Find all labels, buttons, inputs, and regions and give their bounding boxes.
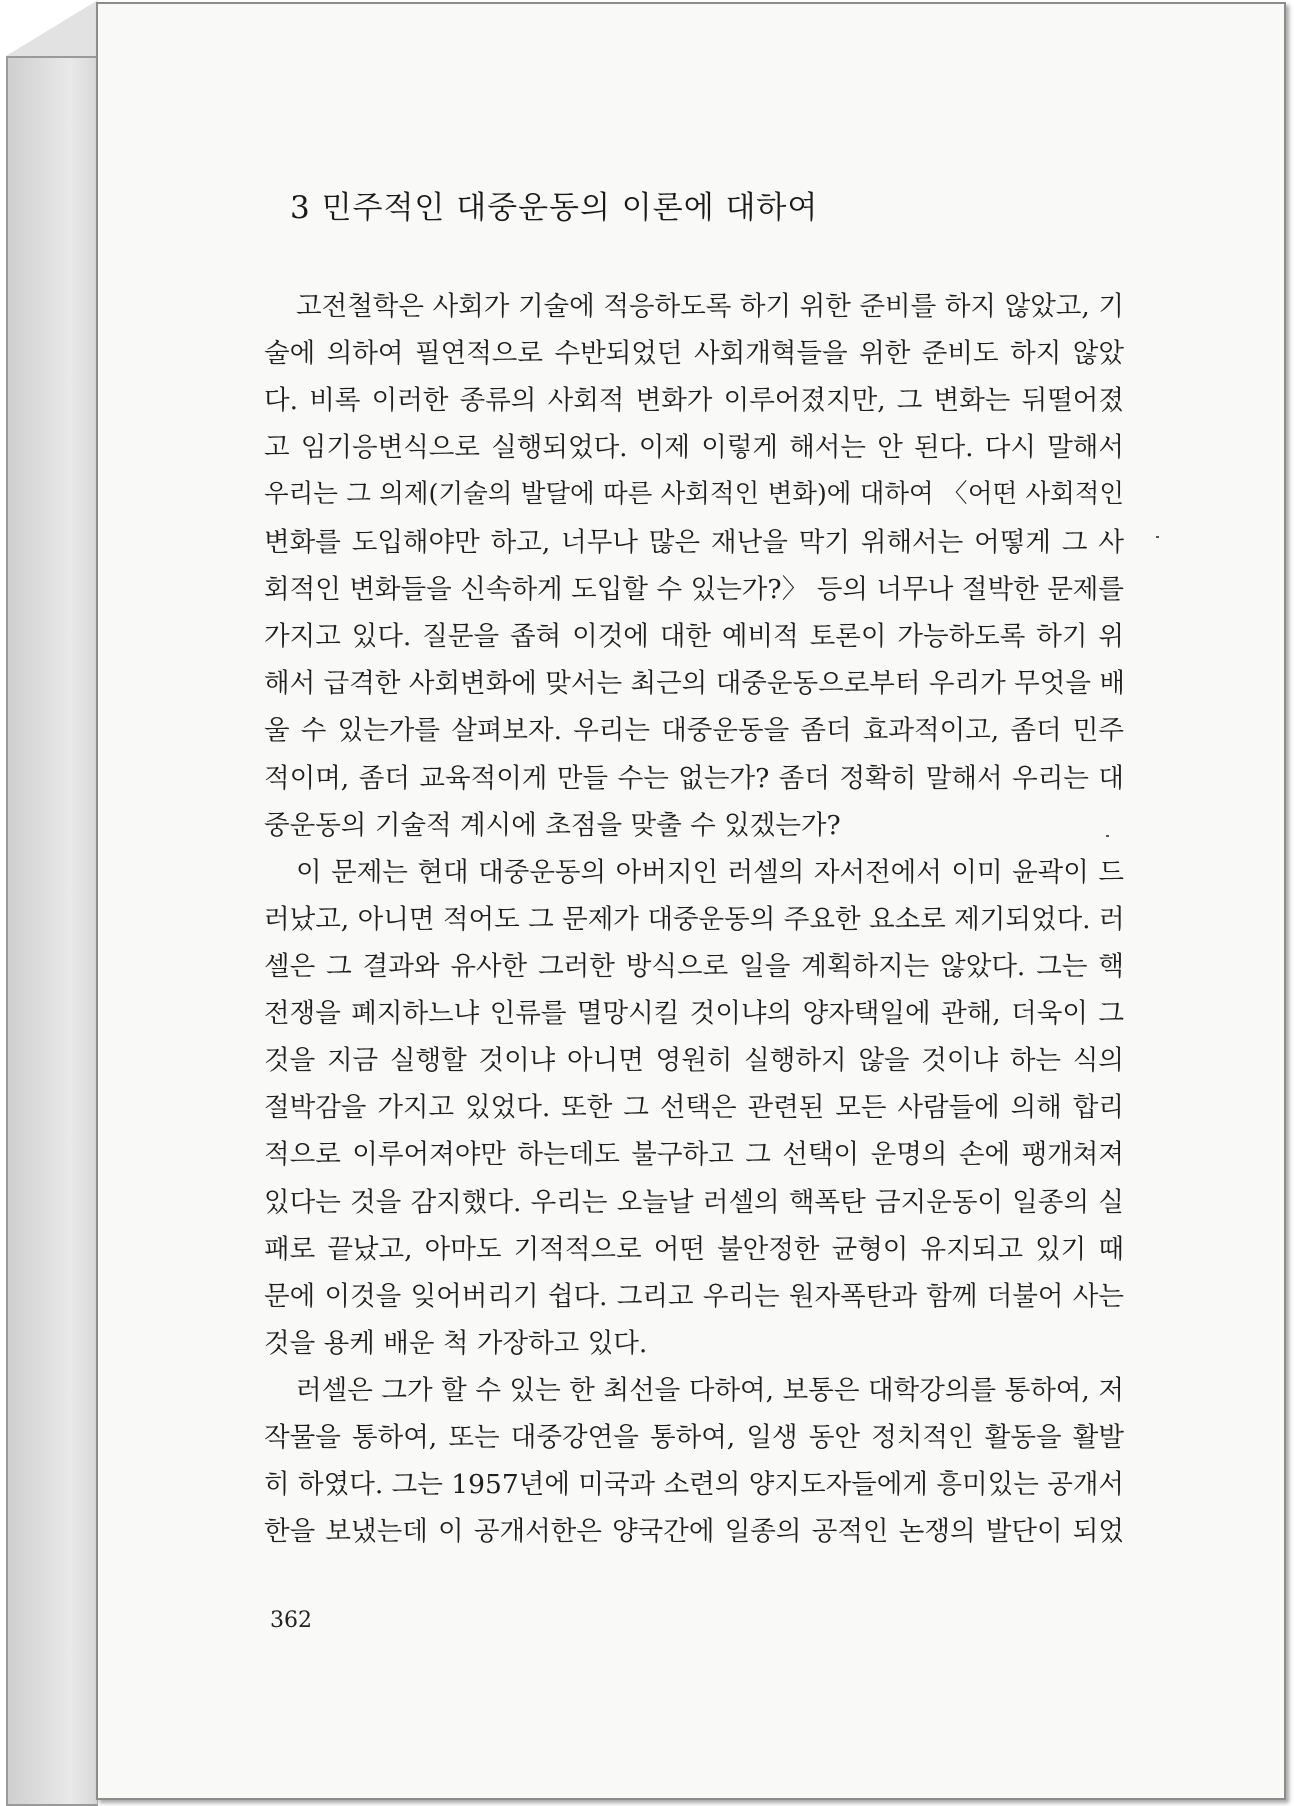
text-line: 것을 지금 실행할 것이냐 아니면 영원히 실행하지 않을 것이냐 하는 식의: [264, 1045, 1124, 1076]
text-line: 한을 보냈는데 이 공개서한은 양국간에 일종의 공적인 논쟁의 발단이 되었: [264, 1516, 1124, 1547]
text-line: 고 임기응변식으로 실행되었다. 이제 이렇게 해서는 안 된다. 다시 말해서: [264, 432, 1124, 463]
text-line: 다. 비록 이러한 종류의 사회적 변화가 이루어졌지만, 그 변화는 뒤떨어졌: [264, 385, 1124, 416]
text-line: 우리는 그 의제(기술의 발달에 따른 사회적인 변화)에 대하여 〈어떤 사회적인: [264, 479, 1124, 509]
text-line: 패로 끝났고, 아마도 기적적으로 어떤 불안정한 균형이 유지되고 있기 때: [264, 1234, 1124, 1265]
book-page: [96, 2, 1286, 1800]
text-line: 러났고, 아니면 적어도 그 문제가 대중운동의 주요한 요소로 제기되었다. 러: [264, 904, 1125, 935]
text-line: 가지고 있다. 질문을 좁혀 이것에 대한 예비적 토론이 가능하도록 하기 위: [264, 621, 1124, 652]
text-line: 작물을 통하여, 또는 대중강연을 통하여, 일생 동안 정치적인 활동을 활발: [264, 1422, 1124, 1453]
text-line: 전쟁을 폐지하느냐 인류를 멸망시킬 것이냐의 양자택일에 관해, 더욱이 그: [264, 998, 1124, 1029]
text-line: 히 하였다. 그는 1957년에 미국과 소련의 양지도자들에게 흥미있는 공개서: [264, 1469, 1125, 1500]
text-line: 셀은 그 결과와 유사한 그러한 방식으로 일을 계획하지는 않았다. 그는 핵: [264, 951, 1124, 982]
text-line: 적이며, 좀더 교육적이게 만들 수는 없는가? 좀더 정확히 말해서 우리는 대: [264, 763, 1124, 794]
text-line: 고전철학은 사회가 기술에 적응하도록 하기 위한 준비를 하지 않았고, 기: [296, 291, 1124, 322]
text-line: 술에 의하여 필연적으로 수반되었던 사회개혁들을 위한 준비도 하지 않았: [264, 338, 1124, 369]
text-line: 적으로 이루어져야만 하는데도 불구하고 그 선택이 운명의 손에 팽개쳐져: [264, 1139, 1124, 1170]
text-line: 해서 급격한 사회변화에 맞서는 최근의 대중운동으로부터 우리가 무엇을 배: [264, 668, 1125, 699]
chapter-title: 3 민주적인 대중운동의 이론에 대하여: [290, 190, 819, 226]
text-line: 변화를 도입해야만 하고, 너무나 많은 재난을 막기 위해서는 어떻게 그 사: [264, 527, 1124, 558]
text-line: 러셀은 그가 할 수 있는 한 최선을 다하여, 보통은 대학강의를 통하여, 저: [296, 1375, 1124, 1406]
text-line: 문에 이것을 잊어버리기 쉽다. 그리고 우리는 원자폭탄과 함께 더불어 사는: [264, 1281, 1124, 1312]
text-line: 절박감을 가지고 있었다. 또한 그 선택은 관련된 모든 사람들에 의해 합리: [264, 1092, 1124, 1123]
page-number: 362: [270, 1608, 312, 1633]
scan-speck: [1106, 835, 1109, 837]
text-line: 이 문제는 현대 대중운동의 아버지인 러셀의 자서전에서 이미 윤곽이 드: [296, 857, 1124, 888]
book-spine: [6, 56, 98, 1806]
text-line: 중운동의 기술적 계시에 초점을 맞출 수 있겠는가?: [264, 810, 841, 841]
text-line: 울 수 있는가를 살펴보자. 우리는 대중운동을 좀더 효과적이고, 좀더 민주: [264, 715, 1124, 746]
book-spine-top: [6, 0, 98, 56]
text-line: 있다는 것을 감지했다. 우리는 오늘날 러셀의 핵폭탄 금지운동이 일종의 실: [264, 1187, 1124, 1218]
text-line: 회적인 변화들을 신속하게 도입할 수 있는가?〉 등의 너무나 절박한 문제를: [264, 574, 1124, 605]
text-line: 것을 용케 배운 척 가장하고 있다.: [264, 1328, 648, 1359]
scan-speck: [1156, 536, 1159, 538]
